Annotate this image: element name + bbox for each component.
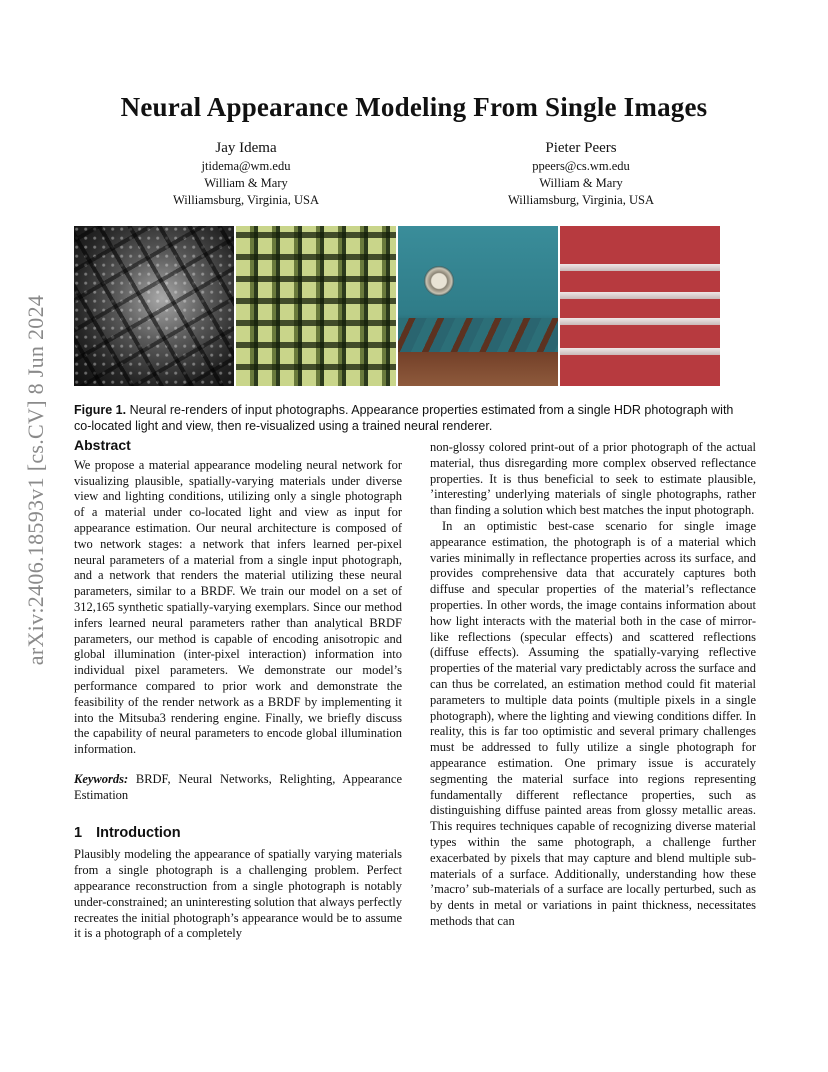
section-title: Introduction	[96, 824, 181, 841]
author-block-2	[421, 138, 741, 209]
render-teal-metal-image	[398, 226, 558, 386]
paper-title: Neural Appearance Modeling From Single Images	[120, 92, 708, 122]
chrome-stripe	[560, 264, 720, 271]
arxiv-identifier	[20, 294, 52, 666]
right-column	[430, 440, 756, 930]
keywords-label: Keywords:	[74, 771, 129, 786]
bolt-detail	[424, 266, 454, 296]
render-woven-fabric-image	[236, 226, 396, 386]
chrome-stripe	[560, 292, 720, 299]
rust-band-detail	[398, 318, 558, 352]
introduction-heading	[74, 826, 402, 842]
figure-1-image-strip	[74, 226, 720, 386]
chrome-stripe	[560, 348, 720, 355]
figure-label: Figure 1.	[74, 403, 127, 417]
author-affiliation: William & Mary	[204, 176, 288, 190]
figure-caption-text: Neural re-renders of input photographs. Appearance properties estimated from a single HDR photograph with co-located light and view, then re-visualized using a trained neural renderer.	[74, 403, 734, 433]
author-name: Pieter Peers	[545, 140, 617, 156]
arxiv-identifier-text: arXiv:2406.18593v1 [cs.CV] 8 Jun 2024	[23, 294, 48, 666]
author-name: Jay Idema	[215, 140, 277, 156]
render-leather-image	[74, 226, 234, 386]
abstract-text: We propose a material appearance modeling neural network for visualizing plausible, spatially-varying materials under diverse view and lighting conditions, utilizing only a single photograph of a material under co-located light and view as input for appearance estimation. Our neural architecture is composed of two network stages: a network that infers learned per-pixel neural parameters of a material from a single input photograph, and a network that renders the material utilizing these neural parameters, similar to a BRDF. We train our model on a set of 312,165 synthetic spatially-varying exemplars. Since our method infers learned neural parameters rather than analytical BRDF parameters, our method is capable of encoding anisotropic and global illumination (inter-pixel interaction) information into individual pixel parameters. We demonstrate our model’s performance compared to prior work and demonstrate the feasibility of the render network as a BRDF by implementing it into the Mitsuba3 rendering engine. Finally, we briefly discuss the capability of neural parameters to encode global illumination information.	[74, 457, 402, 757]
figure-caption	[74, 402, 754, 434]
introduction-paragraph-1: Plausibly modeling the appearance of spatially varying materials from a single photograph is a challenging problem. Perfect appearance reconstruction from a single photograph is notably under-constrained; an uninteresting solution that always perfectly recreates the initial photograph’s appearance would be to assume it is a photograph of a completely	[74, 847, 402, 941]
render-red-painted-metal-image	[560, 226, 720, 386]
author-email: jtidema@wm.edu	[201, 159, 291, 173]
introduction-paragraph-1-continued: non-glossy colored print-out of a prior photograph of the actual material, thus disregarding more complex observed reflectance properties. It is thus beneficial to seek to estimate plausible, ’interesting’ underlying materials of single photographs, rather than finding a solution which best matches the input photograph.	[430, 440, 756, 518]
author-affiliation: William & Mary	[539, 176, 623, 190]
keywords-text: BRDF, Neural Networks, Relighting, Appearance Estimation	[74, 771, 402, 802]
author-block-1	[86, 138, 406, 209]
chrome-stripe	[560, 318, 720, 325]
author-location: Williamsburg, Virginia, USA	[173, 193, 319, 207]
left-column	[74, 438, 402, 942]
keywords	[74, 772, 402, 804]
author-location: Williamsburg, Virginia, USA	[508, 193, 654, 207]
section-number: 1	[74, 824, 83, 841]
introduction-paragraph-2: In an optimistic best-case scenario for single image appearance estimation, the photograph is of a material which varies minimally in reflectance properties across its surface, and provides comprehensive data that accurately captures both diffuse and specular properties of the material’s reflectance properties. In other words, the image contains information about how light interacts with the material both in the case of mirror-like reflections (specular effects) and scattered reflections (diffuse effects). Assuming the spatially-varying reflective properties of the material vary predictably across the surface and can thus be correlated, an estimation method could fit material parameters to multiple data points (multiple pixels in a single photograph), where the lighting and viewing conditions differ. In reality, this is far too optimistic and several primary challenges must be addressed to fully utilize a single photograph for appearance estimation. One primary issue is accurately segmenting the material surface into regions representing fundamentally different reflectance properties, such as distinguishing diffuse painted areas from glossy metallic areas. This requires techniques capable of recognizing diverse material types within the same photograph, a challenge further exacerbated by pixels that may capture and blend multiple sub-materials of a surface. Additionally, understanding how these ’macro’ sub-materials of a surface are locally perturbed, such as by dents in metal or variations in paint thickness, necessitates methods that can	[430, 518, 756, 928]
abstract-heading: Abstract	[74, 437, 131, 453]
author-email: ppeers@cs.wm.edu	[532, 159, 630, 173]
